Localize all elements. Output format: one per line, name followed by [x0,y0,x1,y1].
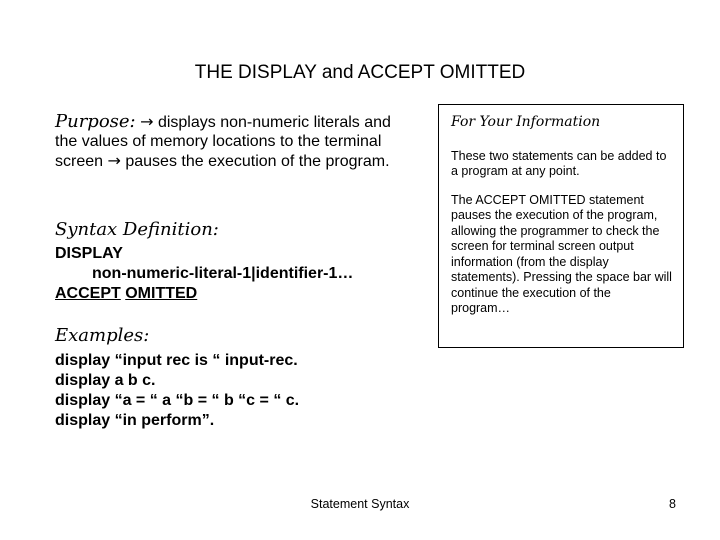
info-paragraph-1: These two statements can be added to a program at any point. [451,148,667,178]
example-line: display a b c. [55,372,156,389]
purpose-paragraph [55,112,415,171]
arrow-right-icon: → [140,112,154,131]
page-number: 8 [669,497,676,511]
arrow-right-icon: → [107,151,121,170]
info-heading: For Your Information [451,114,601,130]
purpose-text-2: pauses the execution of the program. [125,153,390,170]
syntax-accept-keyword: ACCEPT [55,285,121,302]
syntax-line-operands: non-numeric-literal-1|identifier-1… [92,265,354,282]
info-paragraph-2: The ACCEPT OMITTED statement pauses the execution of the program, allowing the programmer to check the screen for terminal screen output information (from the display statements). Pressing the space bar will continue the execution of the program… [451,192,672,315]
examples-list [55,351,415,431]
slide-title: THE DISPLAY and ACCEPT OMITTED [194,62,526,83]
syntax-heading: Syntax Definition: [55,219,219,240]
example-line: display “a = “ a “b = “ b “c = “ c. [55,392,300,409]
purpose-heading: Purpose: [55,111,136,132]
syntax-line-accept [55,284,415,304]
syntax-omitted-keyword: OMITTED [125,285,198,302]
syntax-definition [55,244,415,304]
example-line: display “in perform”. [55,412,215,429]
examples-heading: Examples: [55,325,150,346]
purpose-text-1: displays non-numeric literals and the values of memory locations to the terminal screen [55,114,391,170]
syntax-line-display: DISPLAY [55,245,123,262]
footer-title: Statement Syntax [310,497,410,511]
example-line: display “input rec is “ input-rec. [55,352,298,369]
info-box [438,104,684,348]
